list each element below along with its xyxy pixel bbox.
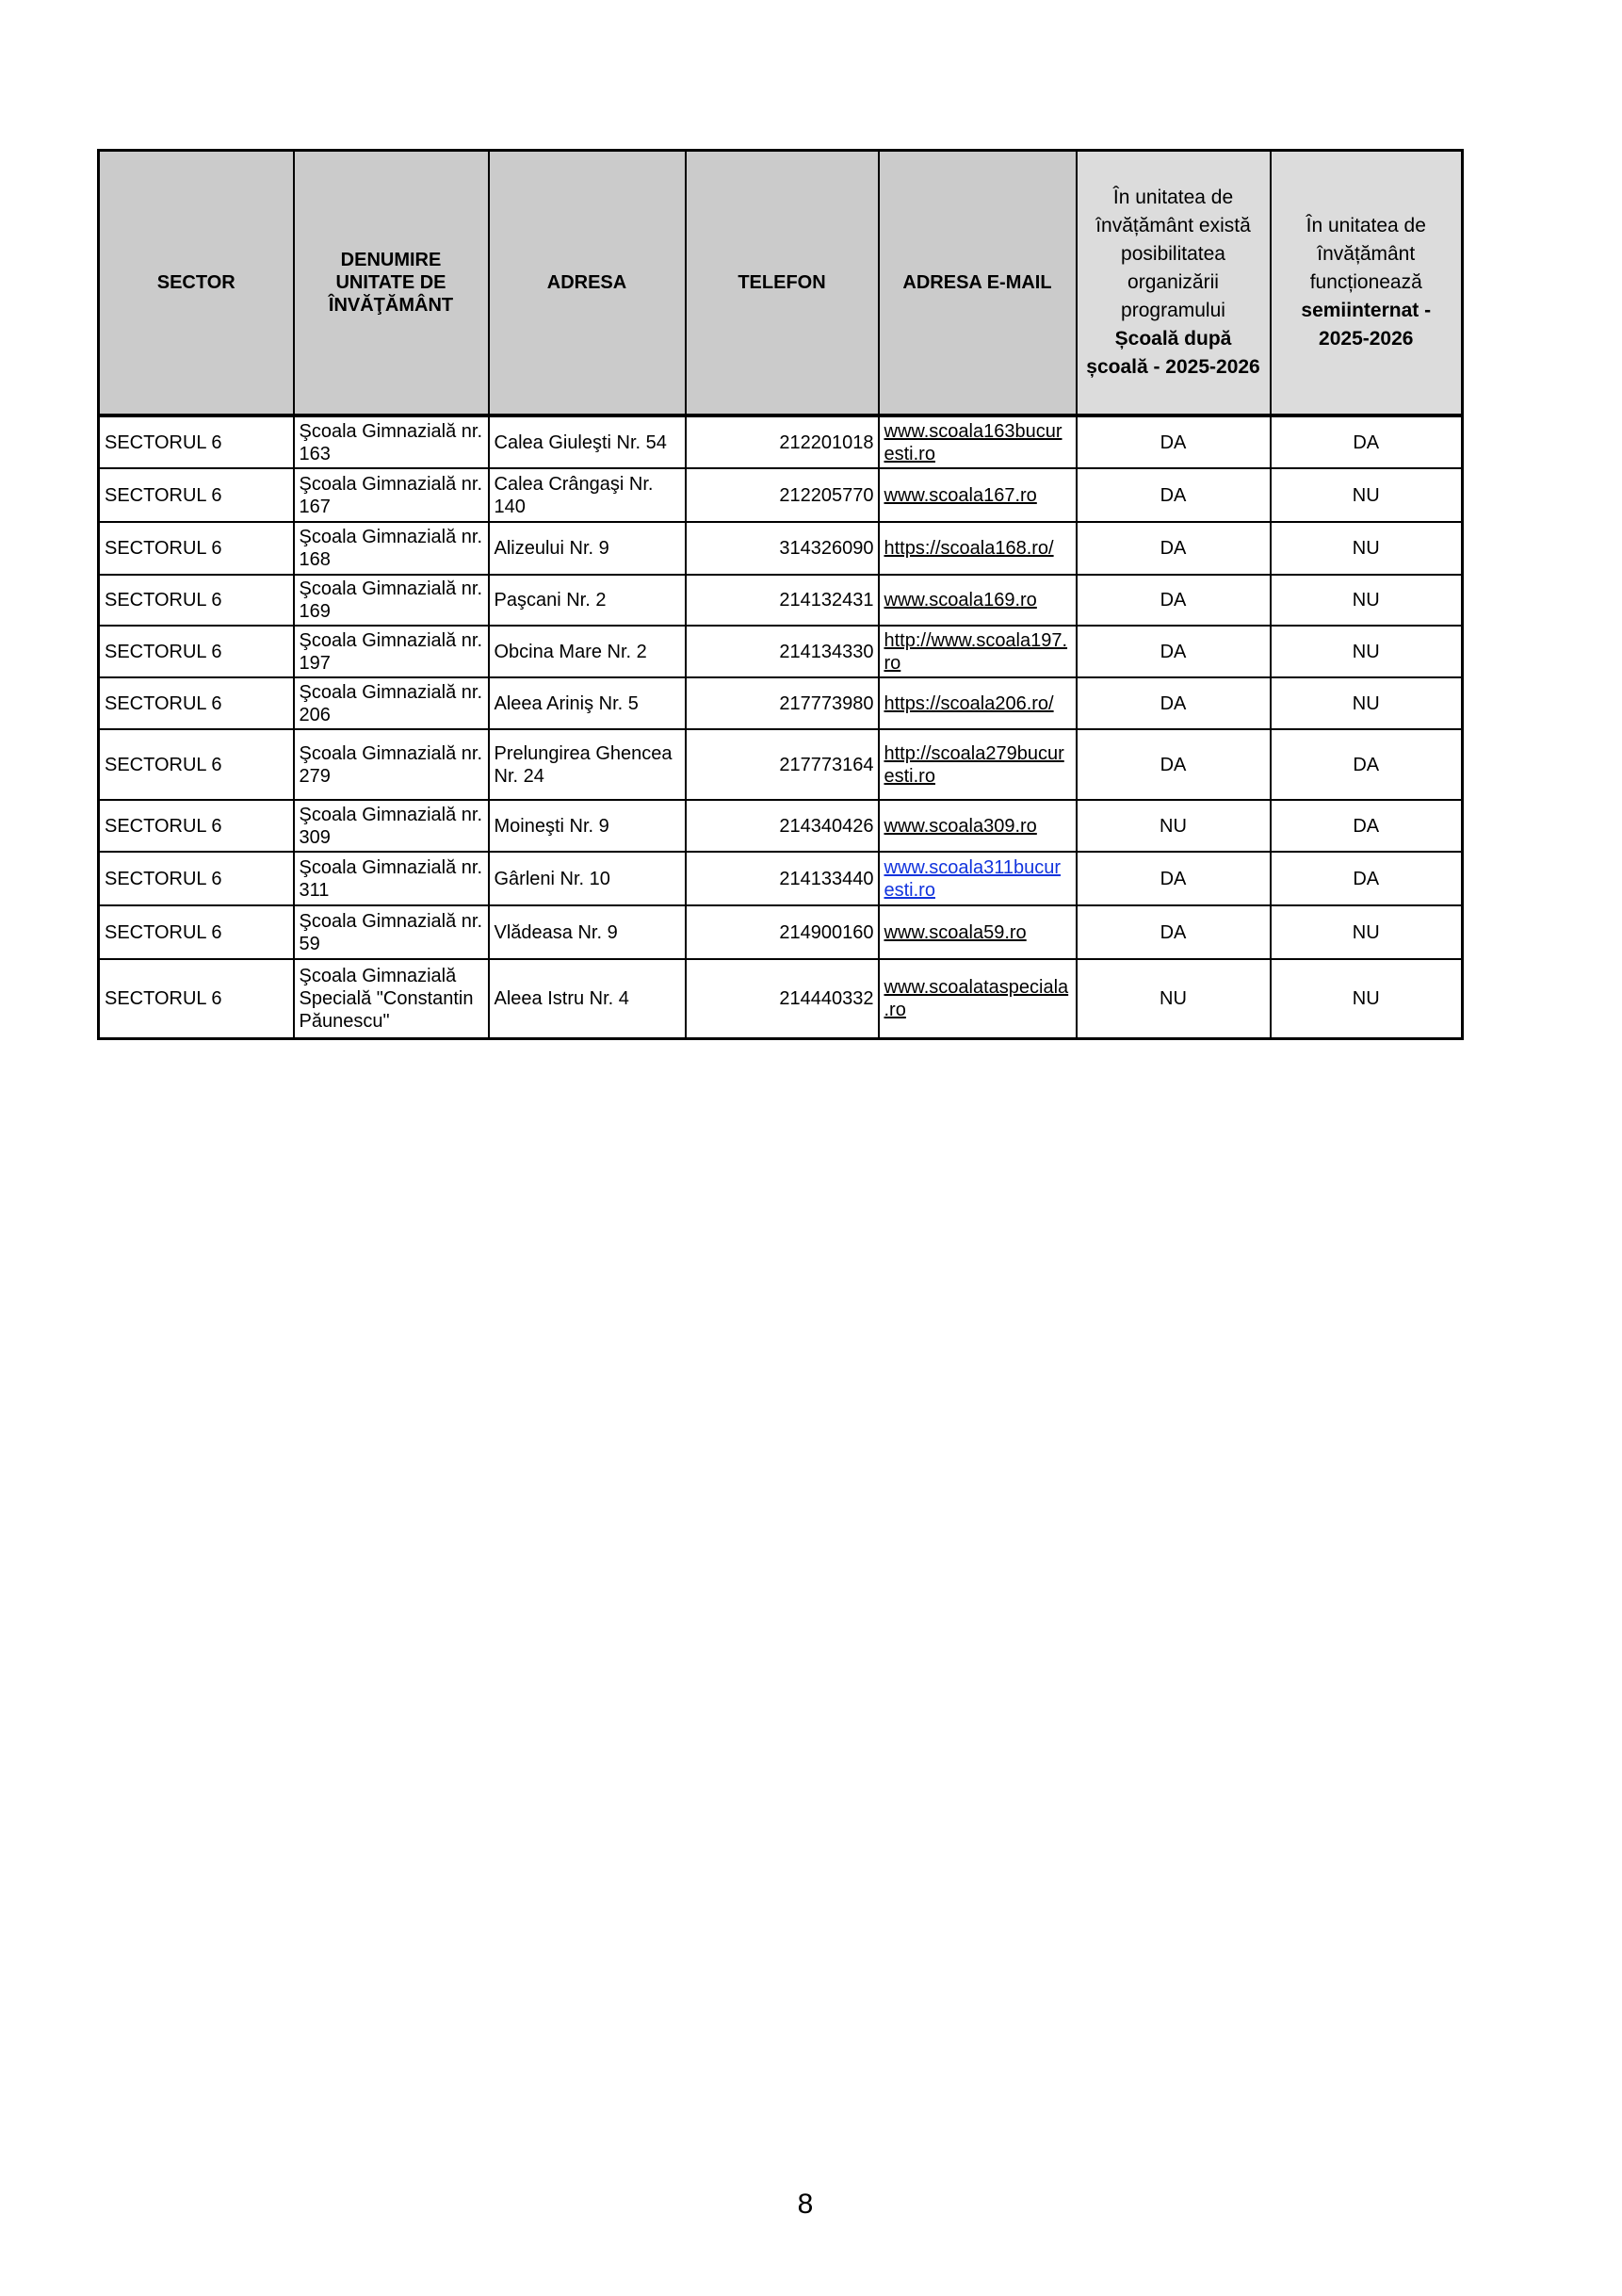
email-link[interactable]: www.scoala167.ro — [884, 484, 1037, 506]
cell-phone: 214440332 — [686, 959, 879, 1038]
cell-school-name: Şcoala Gimnazială nr. 206 — [294, 677, 489, 729]
cell-email — [879, 677, 1077, 729]
cell-after-school: DA — [1077, 729, 1271, 800]
email-link[interactable]: http://scoala279bucuresti.ro — [884, 742, 1064, 787]
cell-email — [879, 800, 1077, 852]
cell-phone: 212201018 — [686, 415, 879, 468]
cell-phone: 217773980 — [686, 677, 879, 729]
email-link[interactable]: http://www.scoala197.ro — [884, 629, 1068, 674]
cell-semi-boarding: NU — [1271, 468, 1463, 522]
table-row — [99, 800, 1463, 852]
cell-after-school: DA — [1077, 575, 1271, 626]
cell-school-name: Şcoala Gimnazială nr. 167 — [294, 468, 489, 522]
cell-semi-boarding: DA — [1271, 800, 1463, 852]
cell-semi-boarding: NU — [1271, 626, 1463, 677]
email-link[interactable]: www.scoala59.ro — [884, 921, 1027, 943]
cell-school-name: Şcoala Gimnazială nr. 59 — [294, 905, 489, 959]
cell-after-school: DA — [1077, 905, 1271, 959]
cell-semi-boarding: NU — [1271, 522, 1463, 575]
header-sector: SECTOR — [99, 151, 294, 416]
cell-address: Prelungirea Ghencea Nr. 24 — [489, 729, 686, 800]
table-row — [99, 522, 1463, 575]
cell-email — [879, 959, 1077, 1038]
cell-school-name: Şcoala Gimnazială nr. 197 — [294, 626, 489, 677]
table-row — [99, 626, 1463, 677]
table-row — [99, 905, 1463, 959]
cell-after-school: DA — [1077, 852, 1271, 905]
header-address: ADRESA — [489, 151, 686, 416]
cell-semi-boarding: DA — [1271, 729, 1463, 800]
header-after-school-regular: În unitatea de învățământ există posibilitatea organizării programului — [1095, 187, 1251, 321]
cell-sector: SECTORUL 6 — [99, 522, 294, 575]
cell-semi-boarding: NU — [1271, 905, 1463, 959]
email-link[interactable]: www.scoala163bucuresti.ro — [884, 420, 1062, 464]
cell-school-name: Şcoala Gimnazială nr. 311 — [294, 852, 489, 905]
email-link[interactable]: https://scoala206.ro/ — [884, 692, 1054, 714]
cell-address: Aleea Ariniş Nr. 5 — [489, 677, 686, 729]
header-semi-bold: semiinternat - 2025-2026 — [1301, 300, 1432, 350]
cell-address: Moineşti Nr. 9 — [489, 800, 686, 852]
cell-phone: 214900160 — [686, 905, 879, 959]
email-link[interactable]: www.scoala311bucuresti.ro — [884, 856, 1062, 901]
header-after-school-program — [1077, 151, 1271, 416]
cell-semi-boarding: DA — [1271, 852, 1463, 905]
cell-school-name: Şcoala Gimnazială nr. 279 — [294, 729, 489, 800]
cell-school-name: Şcoala Gimnazială nr. 163 — [294, 415, 489, 468]
header-semi-regular: În unitatea de învățământ funcționează — [1306, 215, 1426, 293]
cell-phone: 314326090 — [686, 522, 879, 575]
cell-semi-boarding: DA — [1271, 415, 1463, 468]
email-link[interactable]: www.scoalataspeciala.ro — [884, 976, 1069, 1020]
header-email: ADRESA E-MAIL — [879, 151, 1077, 416]
cell-sector: SECTORUL 6 — [99, 852, 294, 905]
cell-sector: SECTORUL 6 — [99, 905, 294, 959]
cell-sector: SECTORUL 6 — [99, 626, 294, 677]
cell-phone: 212205770 — [686, 468, 879, 522]
table-row — [99, 677, 1463, 729]
table-row — [99, 415, 1463, 468]
cell-email — [879, 415, 1077, 468]
cell-address: Obcina Mare Nr. 2 — [489, 626, 686, 677]
cell-email — [879, 468, 1077, 522]
cell-address: Aleea Istru Nr. 4 — [489, 959, 686, 1038]
cell-after-school: DA — [1077, 415, 1271, 468]
cell-after-school: NU — [1077, 959, 1271, 1038]
cell-email — [879, 626, 1077, 677]
cell-sector: SECTORUL 6 — [99, 677, 294, 729]
cell-email — [879, 905, 1077, 959]
cell-phone: 214134330 — [686, 626, 879, 677]
cell-address: Gârleni Nr. 10 — [489, 852, 686, 905]
cell-semi-boarding: NU — [1271, 575, 1463, 626]
table-row — [99, 852, 1463, 905]
cell-address: Calea Giuleşti Nr. 54 — [489, 415, 686, 468]
cell-address: Vlădeasa Nr. 9 — [489, 905, 686, 959]
cell-email — [879, 729, 1077, 800]
cell-sector: SECTORUL 6 — [99, 729, 294, 800]
cell-after-school: DA — [1077, 522, 1271, 575]
email-link[interactable]: www.scoala169.ro — [884, 590, 1037, 611]
cell-email — [879, 575, 1077, 626]
cell-email — [879, 522, 1077, 575]
cell-after-school: DA — [1077, 468, 1271, 522]
cell-after-school: DA — [1077, 677, 1271, 729]
cell-sector: SECTORUL 6 — [99, 468, 294, 522]
cell-address: Calea Crângaşi Nr. 140 — [489, 468, 686, 522]
header-school-name: DENUMIRE UNITATE DE ÎNVĂŢĂMÂNT — [294, 151, 489, 416]
cell-school-name: Şcoala Gimnazială nr. 309 — [294, 800, 489, 852]
cell-phone: 217773164 — [686, 729, 879, 800]
table-row — [99, 959, 1463, 1038]
cell-phone: 214133440 — [686, 852, 879, 905]
cell-sector: SECTORUL 6 — [99, 959, 294, 1038]
cell-school-name: Şcoala Gimnazială nr. 168 — [294, 522, 489, 575]
cell-email — [879, 852, 1077, 905]
cell-semi-boarding: NU — [1271, 677, 1463, 729]
cell-semi-boarding: NU — [1271, 959, 1463, 1038]
cell-after-school: NU — [1077, 800, 1271, 852]
table-row — [99, 468, 1463, 522]
cell-sector: SECTORUL 6 — [99, 800, 294, 852]
cell-address: Paşcani Nr. 2 — [489, 575, 686, 626]
cell-address: Alizeului Nr. 9 — [489, 522, 686, 575]
cell-after-school: DA — [1077, 626, 1271, 677]
cell-sector: SECTORUL 6 — [99, 575, 294, 626]
header-after-school-bold: Școală după școală - 2025-2026 — [1086, 328, 1260, 378]
cell-school-name: Şcoala Gimnazială nr. 169 — [294, 575, 489, 626]
cell-phone: 214132431 — [686, 575, 879, 626]
header-row — [99, 151, 1463, 416]
email-link[interactable]: www.scoala309.ro — [884, 815, 1037, 837]
cell-phone: 214340426 — [686, 800, 879, 852]
header-semi-boarding — [1271, 151, 1463, 416]
table-row — [99, 575, 1463, 626]
header-phone: TELEFON — [686, 151, 879, 416]
table-row — [99, 729, 1463, 800]
email-link[interactable]: https://scoala168.ro/ — [884, 538, 1054, 559]
page-number: 8 — [797, 2189, 814, 2220]
schools-table — [97, 149, 1464, 1040]
cell-sector: SECTORUL 6 — [99, 415, 294, 468]
cell-school-name: Şcoala Gimnazială Specială "Constantin Păunescu" — [294, 959, 489, 1038]
